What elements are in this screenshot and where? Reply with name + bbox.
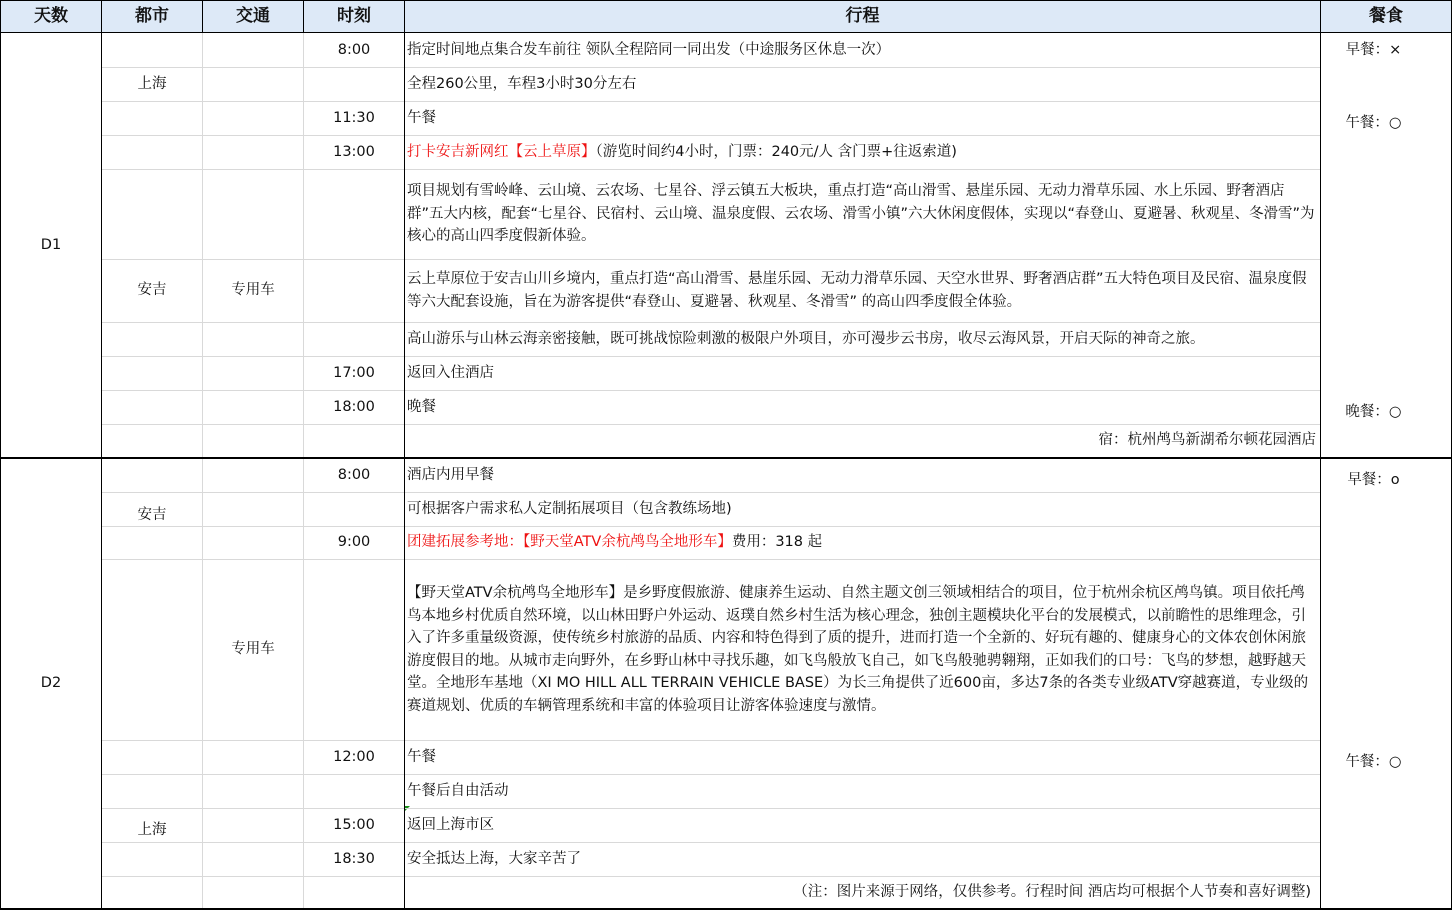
itinerary-text: 安全抵达上海，大家辛苦了 (407, 850, 581, 867)
time-cell: 11:30 (333, 109, 375, 126)
grid-line (303, 33, 304, 908)
meal-cell: 午餐：○ (1345, 753, 1402, 770)
itinerary-cell (405, 390, 1320, 424)
border-line (404, 0, 405, 910)
itinerary-cell (405, 67, 1320, 101)
day-label: D2 (40, 675, 62, 692)
itinerary-text: 返回上海市区 (407, 816, 494, 833)
grid-line (102, 169, 1320, 170)
time-cell: 9:00 (337, 534, 371, 551)
grid-line (102, 356, 1320, 357)
city-label: 上海 (137, 75, 167, 92)
header-transport: 交通 (203, 1, 303, 32)
grid-line (102, 135, 1320, 136)
grid-line (202, 33, 203, 908)
grid-line (102, 101, 1320, 102)
itinerary-cell (405, 169, 1320, 259)
itinerary-cell (405, 33, 1320, 67)
grid-line (102, 526, 1320, 527)
itinerary-cell (405, 559, 1320, 740)
border-line (0, 0, 1452, 1)
itinerary-text: 午餐 (407, 109, 436, 126)
day-label: D1 (40, 236, 62, 253)
header-meals: 餐食 (1321, 1, 1451, 32)
time-cell: 18:00 (333, 398, 375, 415)
border-line (303, 0, 304, 33)
itinerary-text: 返回入住酒店 (407, 364, 494, 381)
time-cell: 17:00 (333, 364, 375, 381)
itinerary-cell (405, 135, 1320, 169)
itinerary-text: 可根据客户需求私人定制拓展项目（包含教练场地) (407, 500, 732, 517)
grid-line (102, 492, 1320, 493)
transport-label: 专用车 (231, 282, 275, 299)
meal-cell: 早餐：o (1347, 471, 1400, 488)
city-label: 上海 (137, 821, 167, 838)
city-label: 安吉 (137, 282, 167, 299)
meal-cell: 晚餐：○ (1345, 403, 1402, 420)
itinerary-cell (405, 322, 1320, 356)
itinerary-cell (405, 842, 1320, 876)
itinerary-text: 午餐 (407, 748, 436, 765)
itinerary-highlight: 打卡安吉新网红【云上草原】 (407, 143, 596, 160)
itinerary-cell (405, 740, 1320, 774)
grid-line (102, 876, 1320, 877)
border-line (202, 0, 203, 33)
itinerary-text: 指定时间地点集合发车前往 领队全程陪同一同出发（中途服务区休息一次） (407, 41, 891, 58)
itinerary-cell (405, 356, 1320, 390)
itinerary-cell (405, 101, 1320, 135)
city-label: 安吉 (137, 506, 167, 523)
grid-line (102, 774, 1320, 775)
grid-line (102, 67, 1320, 68)
itinerary-highlight: 团建拓展参考地：【野天堂ATV余杭鸬鸟全地形车】 (407, 534, 732, 551)
footnote (405, 876, 1315, 908)
header-time: 时刻 (304, 1, 404, 32)
grid-line (102, 842, 1320, 843)
grid-line (102, 740, 1320, 741)
footnote-text: （注：图片来源于网络，仅供参考。行程时间 酒店均可根据个人节奏和喜好调整) (793, 883, 1311, 900)
time-cell: 8:00 (337, 41, 371, 58)
border-line (0, 0, 1, 910)
itinerary-cell (405, 808, 1320, 842)
border-line (101, 0, 102, 910)
meal-cell: 早餐：× (1345, 41, 1402, 58)
grid-line (102, 559, 1320, 560)
grid-line (102, 808, 1320, 809)
transport-label: 专用车 (231, 641, 275, 658)
itinerary-text: 全程260公里，车程3小时30分左右 (407, 75, 637, 92)
grid-line (102, 390, 1320, 391)
border-line (1320, 0, 1321, 910)
itinerary-text: 项目规划有雪岭峰、云山境、云农场、七星谷、浮云镇五大板块，重点打造“高山滑雪、悬崖乐园、无动力滑草乐园、水上乐园、野奢酒店群”五大内核，配套“七星谷、民宿村、云山境、温泉度假、云农场、滑雪小镇”六大休闲度假体，实现以“春登山、夏避暑、秋观星、冬滑雪”为核心的高山四季度假新体验。 (407, 183, 1315, 245)
time-cell: 15:00 (333, 816, 375, 833)
itinerary-cell (405, 259, 1320, 322)
itinerary-cell (405, 526, 1320, 559)
grid-line (102, 322, 1320, 323)
itinerary-cell (405, 774, 1320, 808)
time-cell: 12:00 (333, 748, 375, 765)
itinerary-cell (405, 492, 1320, 526)
itinerary-cell (405, 459, 1320, 492)
meal-cell: 午餐：○ (1345, 114, 1402, 131)
hotel-text: 宿：杭州鸬鸟新湖希尔顿花园酒店 (1098, 432, 1316, 449)
itinerary-text: 费用：318 起 (731, 534, 823, 551)
time-cell: 8:00 (337, 467, 371, 484)
itinerary-text: 云上草原位于安吉山川乡境内，重点打造“高山滑雪、悬崖乐园、无动力滑草乐园、天空水世界、野奢酒店群”五大特色项目及民宿、温泉度假等六大配套设施，旨在为游客提供“春登山、夏避暑、秋观星、冬滑雪” 的高山四季度假全体验。 (407, 271, 1307, 310)
grid-line (102, 424, 1320, 425)
border-line (0, 32, 1452, 33)
itinerary-text: 【野天堂ATV余杭鸬鸟全地形车】是乡野度假旅游、健康养生运动、自然主题文创三领域相结合的项目，位于杭州余杭区鸬鸟镇。项目依托鸬鸟本地乡村优质自然环境，以山林田野户外运动、返璞自然乡村生活为核心理念，独创主题模块化平台的发展模式，以前瞻性的思维理念，引入了许多重量级资源，使传统乡村旅游的品质、内容和特色得到了质的提升，进而打造一个全新的、好玩有趣的、健康身心的文体农创休闲旅游度假目的地。从城市走向野外，在乡野山林中寻找乐趣，如飞鸟般放飞自己，如飞鸟般驰骋翱翔，正如我们的口号：飞鸟的梦想，越野越天堂。全地形车基地（XI MO HILL ALL TERRAIN VEHICLE BASE）为长三角提供了近600亩，多达7条的各类专业级ATV穿越赛道，专业级的赛道规划、优质的车辆管理系统和丰富的体验项目让游客体验速度与激情。 (407, 585, 1309, 714)
header-day: 天数 (1, 1, 101, 32)
itinerary-text: 晚餐 (407, 398, 436, 415)
itinerary-text: 酒店内用早餐 (407, 467, 494, 484)
header-city: 都市 (102, 1, 202, 32)
time-cell: 13:00 (333, 143, 375, 160)
itinerary-text: 高山游乐与山林云海亲密接触，既可挑战惊险刺激的极限户外项目，亦可漫步云书房，收尽云海风景，开启天际的神奇之旅。 (407, 330, 1205, 347)
header-itinerary: 行程 (405, 1, 1320, 32)
itinerary-text: 午餐后自由活动 (407, 782, 509, 799)
hotel-note (405, 424, 1320, 457)
time-cell: 18:30 (333, 850, 375, 867)
grid-line (102, 259, 1320, 260)
border-line (0, 457, 1452, 459)
itinerary-text: （游览时间约4小时，门票：240元/人 含门票+往返索道) (595, 143, 957, 160)
